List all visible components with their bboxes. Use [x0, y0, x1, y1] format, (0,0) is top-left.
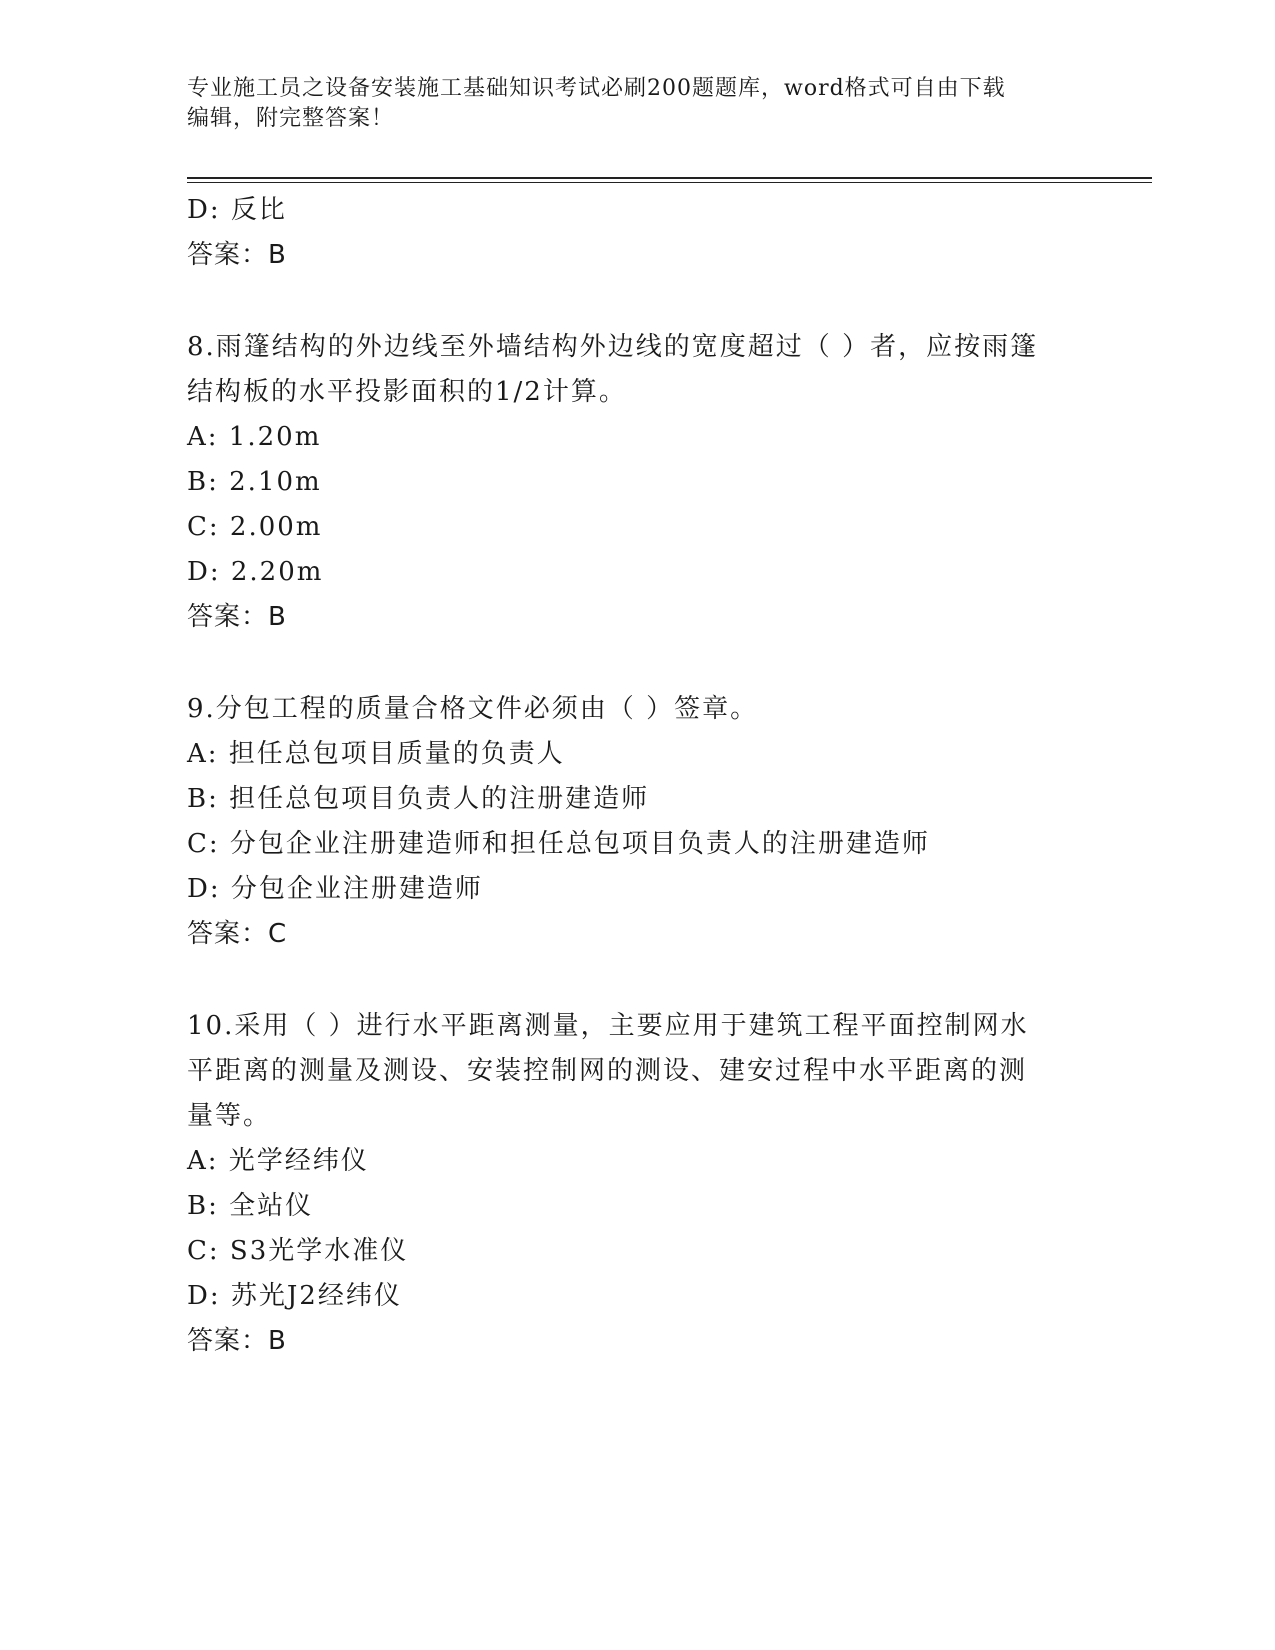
option-b: B: 担任总包项目负责人的注册建造师: [187, 784, 650, 814]
question-text-line: 结构板的水平投影面积的1/2计算。: [187, 377, 627, 407]
question-text-line: 平距离的测量及测设、安装控制网的测设、建安过程中水平距离的测: [187, 1056, 1028, 1086]
option-c: C: 2.00m: [187, 512, 323, 542]
option-a: A: 光学经纬仪: [187, 1146, 369, 1176]
option-b: B: 2.10m: [187, 467, 322, 497]
option-d: D: 苏光J2经纬仪: [187, 1281, 402, 1311]
question-text-line: 量等。: [187, 1101, 272, 1131]
option-a: A: 1.20m: [187, 422, 322, 452]
option-a: A: 担任总包项目质量的负责人: [187, 739, 565, 769]
header-divider-thick: [187, 177, 1152, 179]
question-text-line: 9.分包工程的质量合格文件必须由（ ）签章。: [187, 694, 759, 724]
question-text-line: 8.雨篷结构的外边线至外墙结构外边线的宽度超过（ ）者，应按雨篷: [187, 332, 1039, 362]
page-content: [187, 188, 1087, 1364]
question-8: [187, 325, 1087, 640]
option-d: D: 反比: [187, 195, 287, 225]
question-9: [187, 687, 1087, 957]
page-header: [187, 74, 1067, 134]
option-d: D: 分包企业注册建造师: [187, 874, 483, 904]
question-10: [187, 1004, 1087, 1364]
option-b: B: 全站仪: [187, 1191, 314, 1221]
question-text-line: 10.采用（ ）进行水平距离测量，主要应用于建筑工程平面控制网水: [187, 1011, 1029, 1041]
answer: 答案：C: [187, 919, 288, 949]
option-d: D: 2.20m: [187, 557, 324, 587]
header-line-1: 专业施工员之设备安装施工基础知识考试必刷200题题库，word格式可自由下载: [187, 76, 1006, 101]
option-c: C: S3光学水准仪: [187, 1236, 409, 1266]
header-line-2: 编辑，附完整答案！: [187, 106, 395, 131]
answer: 答案：B: [187, 240, 287, 270]
answer: 答案：B: [187, 1326, 287, 1356]
header-divider-thin: [187, 182, 1152, 183]
option-c: C: 分包企业注册建造师和担任总包项目负责人的注册建造师: [187, 829, 930, 859]
answer: 答案：B: [187, 602, 287, 632]
